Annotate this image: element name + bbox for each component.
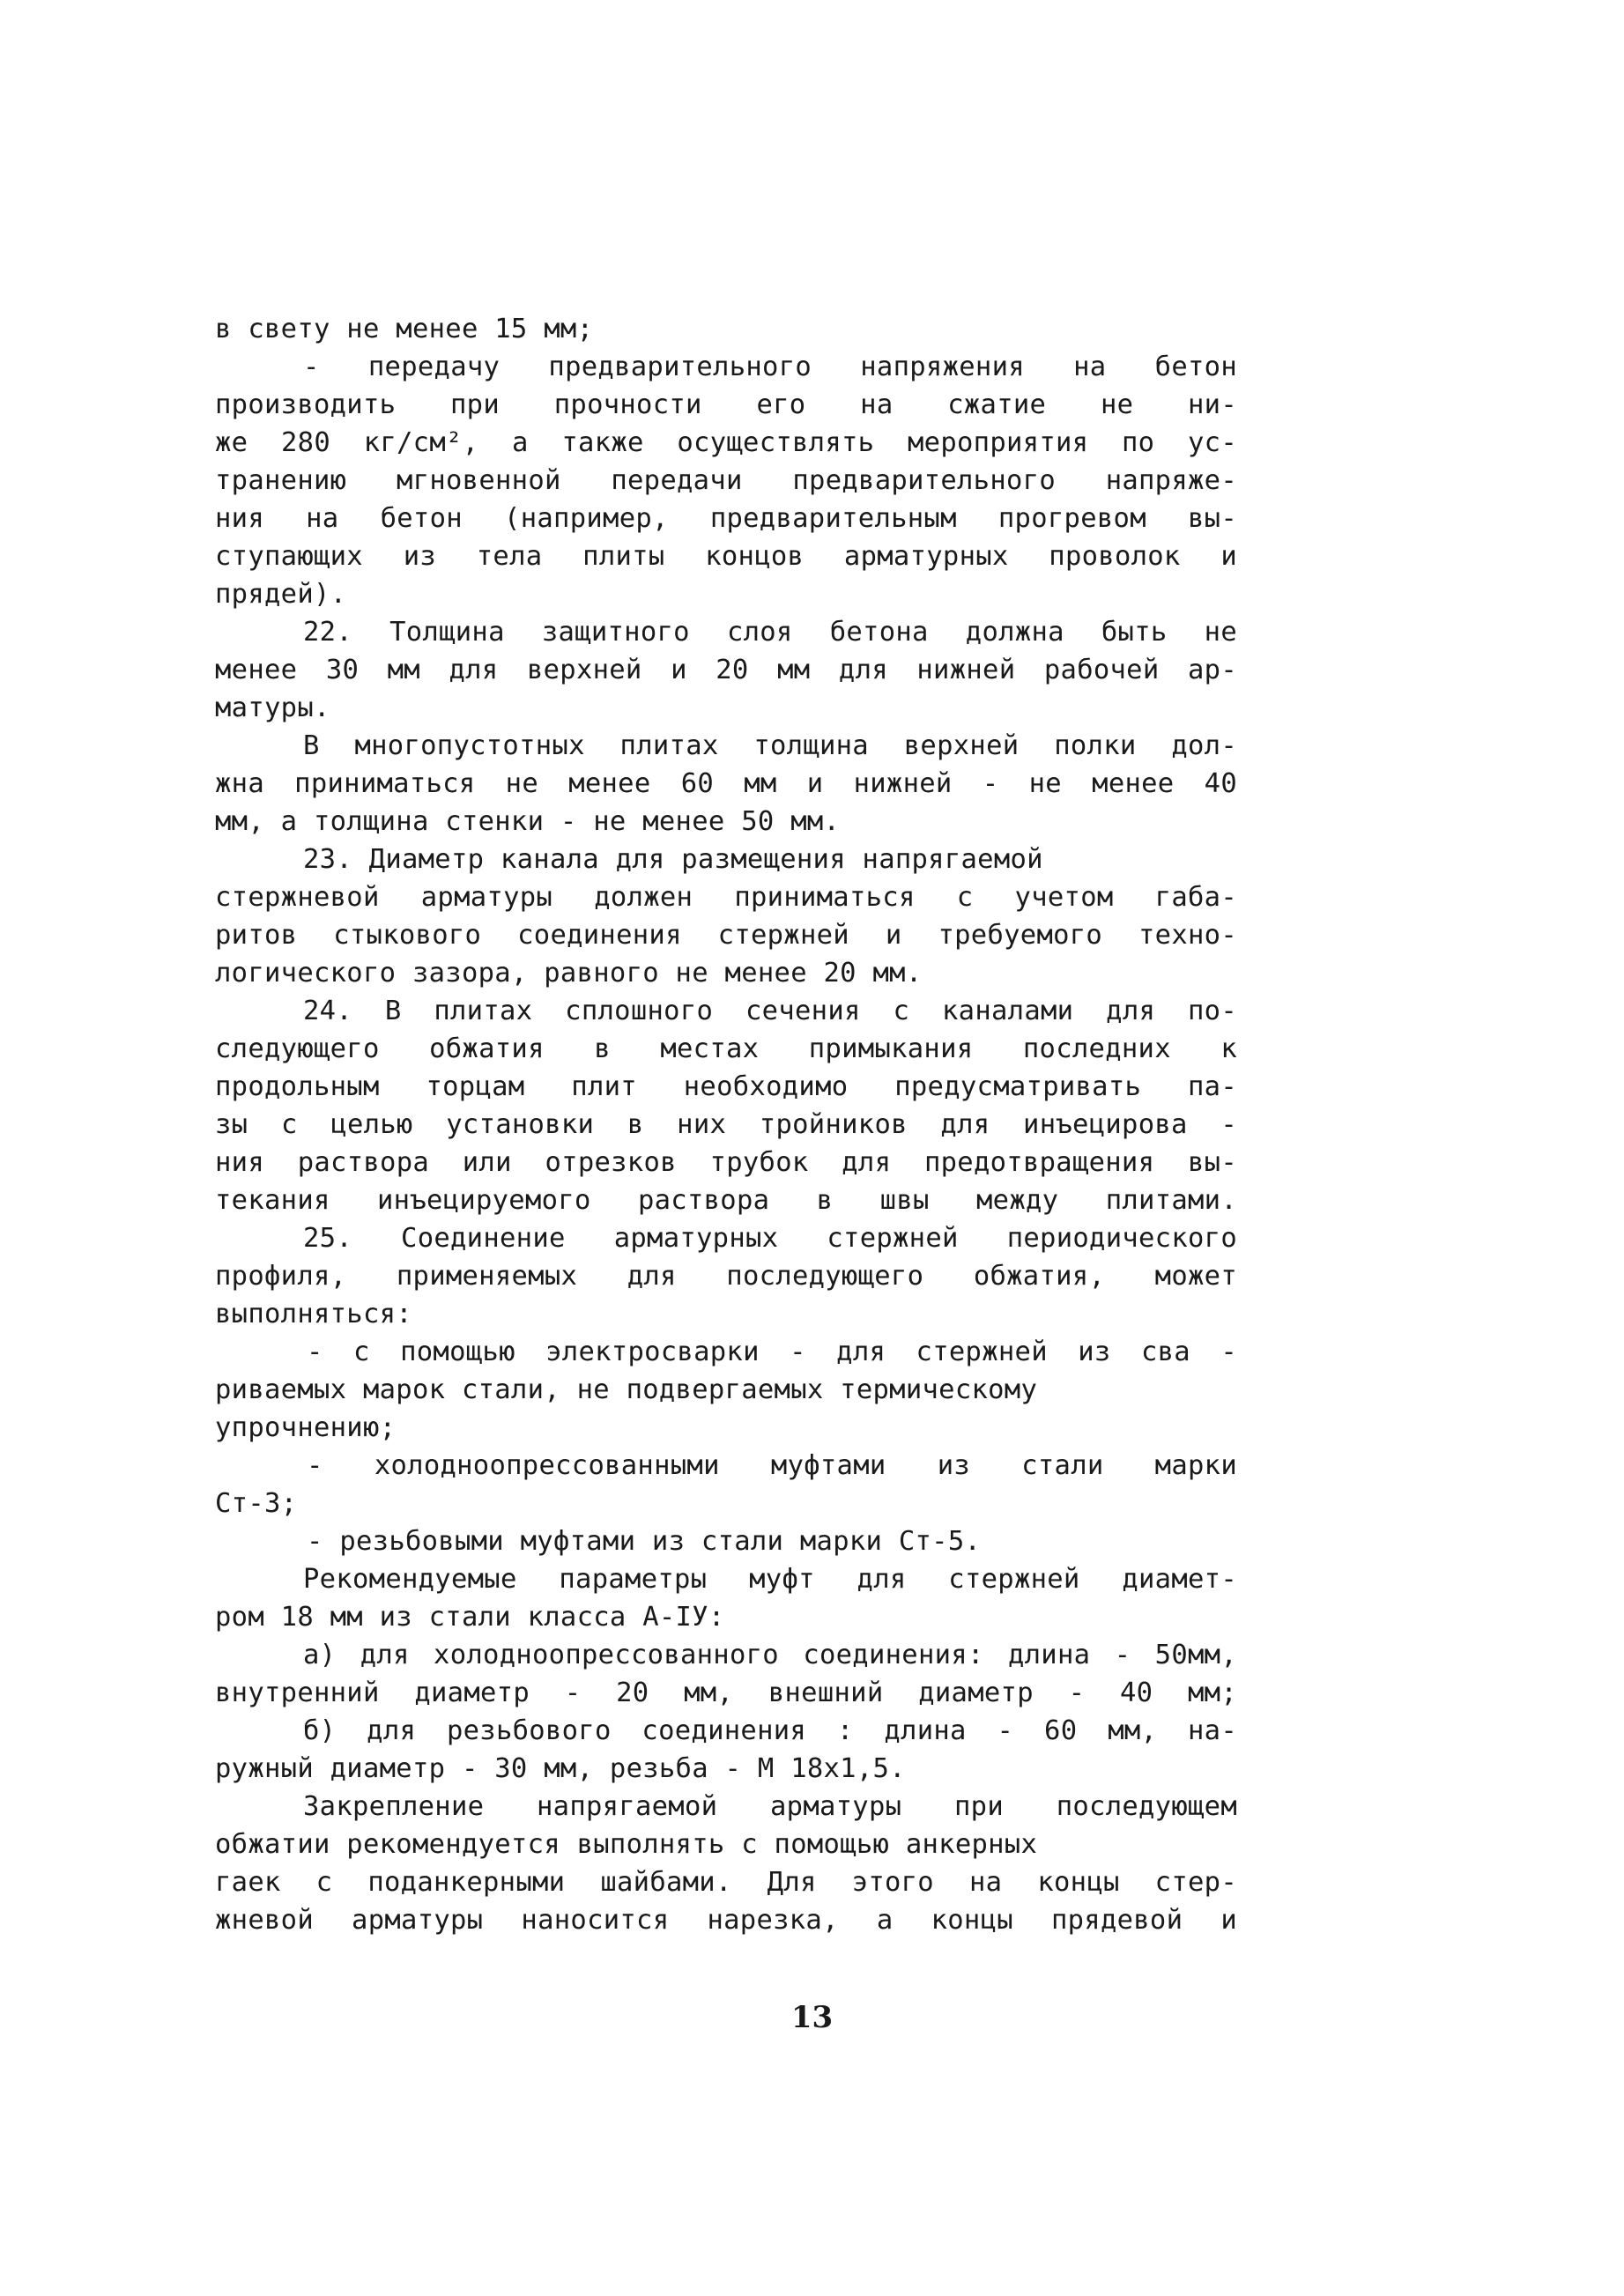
text-line: жна приниматься не менее 60 мм и нижней - не менее 40 [215,768,1237,799]
page-number: 13 [790,2000,834,2035]
text-line: внутренний диаметр - 20 мм, внешний диаметр - 40 мм; [215,1678,1237,1708]
text-line: продольным торцам плит необходимо предусматривать па- [215,1071,1237,1102]
text-line: 24. В плитах сплошного сечения с каналами для по- [303,996,1237,1026]
text-line: выполняться: [215,1299,412,1329]
text-line: - передачу предварительного напряжения на бетон [303,352,1237,382]
text-line: производить при прочности его на сжатие не ни- [215,389,1237,420]
text-line: стержневой арматуры должен приниматься с учетом габа- [215,882,1237,913]
text-line: 25. Соединение арматурных стержней периодического [303,1223,1237,1254]
text-line: упрочнению; [215,1412,397,1443]
text-line: прядей). [215,579,347,610]
text-line: мм, а толщина стенки - не менее 50 мм. [215,806,841,837]
text-line: В многопустотных плитах толщина верхней полки дол- [303,730,1237,761]
text-line: б) для резьбового соединения : длина - 60 мм, на- [303,1715,1237,1746]
text-line: зы с целью установки в них тройников для инъецирова - [215,1109,1237,1140]
body-text [215,310,1237,1939]
text-line: логического зазора, равного не менее 20 мм. [215,958,923,989]
text-line: ния раствора или отрезков трубок для предотвращения вы- [215,1147,1237,1178]
text-line: Закрепление напрягаемой арматуры при последующем [303,1791,1237,1822]
text-line: - резьбовыми муфтами из стали марки Ст-5. [307,1526,982,1557]
text-line: в свету не менее 15 мм; [215,314,594,344]
text-line: текания инъецируемого раствора в швы между плитами. [215,1185,1237,1216]
text-line: а) для холодноопрессованного соединения: длина - 50мм, [303,1640,1237,1670]
text-line: профиля, применяемых для последующего обжатия, может [215,1261,1237,1292]
text-line: ритов стыкового соединения стержней и требуемого техно- [215,920,1237,951]
text-line: - с помощью электросварки - для стержней из сва - [307,1337,1237,1367]
text-line: риваемых марок стали, не подвергаемых термическому [215,1374,1038,1405]
text-line: матуры. [215,693,330,723]
text-line: Рекомендуемые параметры муфт для стержней диамет- [303,1564,1237,1595]
text-line: 22. Толщина защитного слоя бетона должна быть не [303,617,1237,648]
text-line: жневой арматуры наносится нарезка, а концы прядевой и [215,1905,1237,1936]
text-line: ружный диаметр - 30 мм, резьба - М 18х1,5. [215,1753,906,1784]
text-line: гаек с подaнкерными шайбами. Для этого на концы стер- [215,1867,1237,1898]
text-line: следующего обжатия в местах примыкания последних к [215,1033,1237,1064]
text-line: 23. Диаметр канала для размещения напрягаемой [303,844,1043,875]
text-line: - холодноопрессованными муфтами из стали марки [307,1450,1237,1481]
text-line: ром 18 мм из стали класса А-IУ: [215,1602,725,1633]
text-line: ступающих из тела плиты концов арматурных проволок и [215,541,1237,572]
text-line: обжатии рекомендуется выполнять с помощью анкерных [215,1829,1038,1860]
text-line: транению мгновенной передачи предварительного напряже- [215,465,1237,496]
text-line: Ст-3; [215,1488,298,1519]
text-line: ния на бетон (например, предварительным прогревом вы- [215,503,1237,534]
text-line: же 280 кг/см², а также осуществлять мероприятия по ус- [215,427,1237,458]
text-line: менее 30 мм для верхней и 20 мм для нижней рабочей ар- [215,655,1237,685]
